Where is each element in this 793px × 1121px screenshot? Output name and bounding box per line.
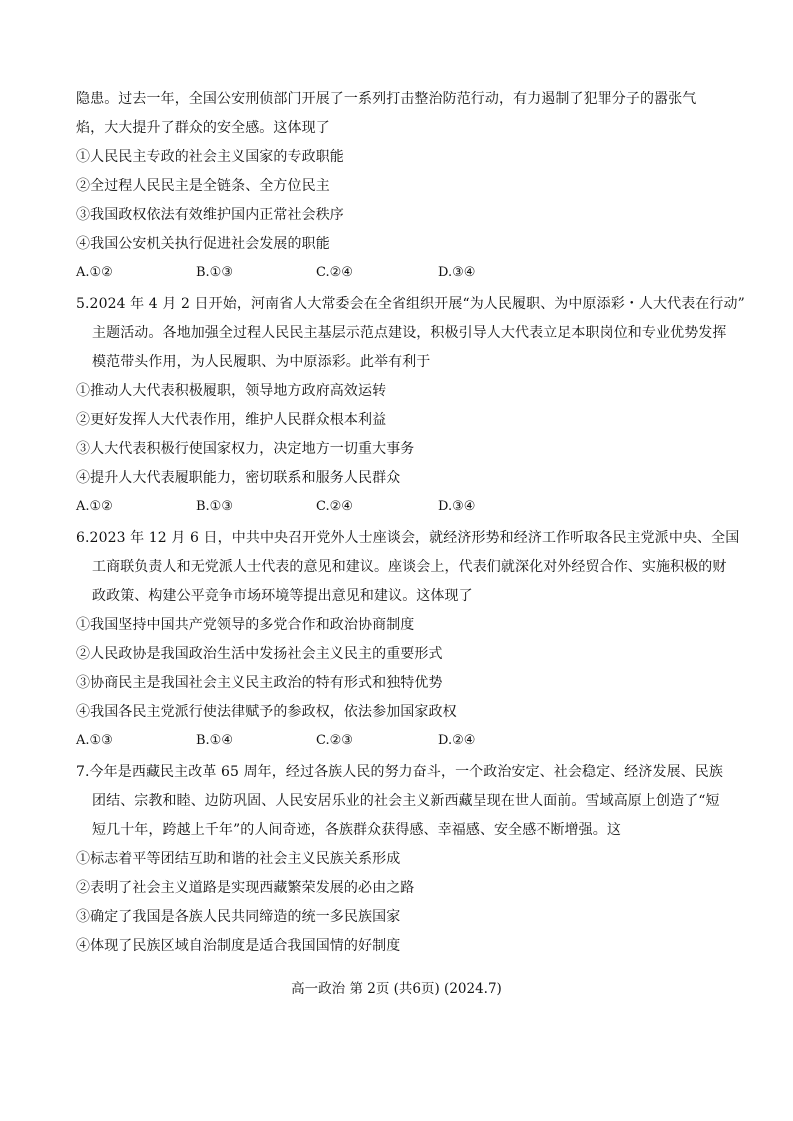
q5-choice-c: C.②④: [316, 499, 353, 514]
q5-option-4: ④提升人大代表履职能力，密切联系和服务人民群众: [76, 470, 401, 486]
q5-option-2: ②更好发挥人大代表作用，维护人民群众根本利益: [76, 412, 387, 428]
q5-stem-line-2: 主题活动。各地加强全过程人民民主基层示范点建设，积极引导人大代表立足本职岗位和专业优势发挥: [92, 325, 727, 341]
q4-option-3: ③我国政权依法有效维护国内正常社会秩序: [76, 207, 344, 223]
q4-option-4: ④我国公安机关执行促进社会发展的职能: [76, 236, 330, 252]
q5-stem-line-1: 5.2024 年 4 月 2 日开始，河南省人大常委会在全省组织开展“为人民履职、为中原添彩・人大代表在行动”: [76, 296, 745, 312]
q6-stem-line-3: 政政策、构建公平竞争市场环境等提出意见和建议。这体现了: [92, 588, 473, 604]
q5-option-1: ①推动人大代表积极履职，领导地方政府高效运转: [76, 383, 387, 399]
q5-option-3: ③人大代表积极行使国家权力，决定地方一切重大事务: [76, 441, 415, 457]
q7-option-3: ③确定了我国是各族人民共同缔造的统一多民族国家: [76, 909, 401, 925]
q6-option-2: ②人民政协是我国政治生活中发扬社会主义民主的重要形式: [76, 646, 443, 662]
q7-option-1: ①标志着平等团结互助和谐的社会主义民族关系形成: [76, 851, 401, 867]
q6-choice-d: D.②④: [438, 733, 476, 748]
q4-choice-c: C.②④: [316, 265, 353, 280]
q6-choice-a: A.①③: [76, 733, 113, 748]
q4-option-1: ①人民民主专政的社会主义国家的专政职能: [76, 149, 344, 165]
q6-option-1: ①我国坚持中国共产党领导的多党合作和政治协商制度: [76, 617, 415, 633]
q6-stem-line-2: 工商联负责人和无党派人士代表的意见和建议。座谈会上，代表们就深化对外经贸合作、实施积极的财: [92, 559, 727, 575]
q6-stem-line-1: 6.2023 年 12 月 6 日，中共中央召开党外人士座谈会，就经济形势和经济工作听取各民主党派中央、全国: [76, 530, 740, 546]
q6-choice-c: C.②③: [316, 733, 353, 748]
q6-option-3: ③协商民主是我国社会主义民主政治的特有形式和独特优势: [76, 675, 443, 691]
q7-option-4: ④体现了民族区域自治制度是适合我国国情的好制度: [76, 938, 401, 954]
q4-stem-line-2: 焰，大大提升了群众的安全感。这体现了: [76, 120, 330, 136]
q7-stem-line-2: 团结、宗教和睦、边防巩固、人民安居乐业的社会主义新西藏呈现在世人面前。雪域高原上创造了“短: [92, 793, 720, 809]
q6-option-4: ④我国各民主党派行使法律赋予的参政权，依法参加国家政权: [76, 704, 457, 720]
q4-choice-d: D.③④: [438, 265, 476, 280]
q5-stem-line-3: 模范带头作用，为人民履职、为中原添彩。此举有利于: [92, 354, 431, 370]
q5-choice-a: A.①②: [76, 499, 113, 514]
q5-choice-d: D.③④: [438, 499, 476, 514]
q4-choice-a: A.①②: [76, 265, 113, 280]
q7-stem-line-3: 短几十年，跨越上千年”的人间奇迹，各族群众获得感、幸福感、安全感不断增强。这: [92, 822, 621, 838]
q6-choice-b: B.①④: [196, 733, 233, 748]
q7-stem-line-1: 7.今年是西藏民主改革 65 周年，经过各族人民的努力奋斗，一个政治安定、社会稳定、经济发展、民族: [76, 764, 723, 780]
q7-option-2: ②表明了社会主义道路是实现西藏繁荣发展的必由之路: [76, 880, 415, 896]
q5-choice-b: B.①③: [196, 499, 233, 514]
q4-stem-line-1: 隐患。过去一年，全国公安刑侦部门开展了一系列打击整治防范行动，有力遏制了犯罪分子的嚣张气: [76, 91, 697, 107]
q4-choice-b: B.①③: [196, 265, 233, 280]
q4-option-2: ②全过程人民民主是全链条、全方位民主: [76, 178, 330, 194]
page-footer: 高一政治 第 2页 (共6页) (2024.7): [291, 981, 502, 997]
